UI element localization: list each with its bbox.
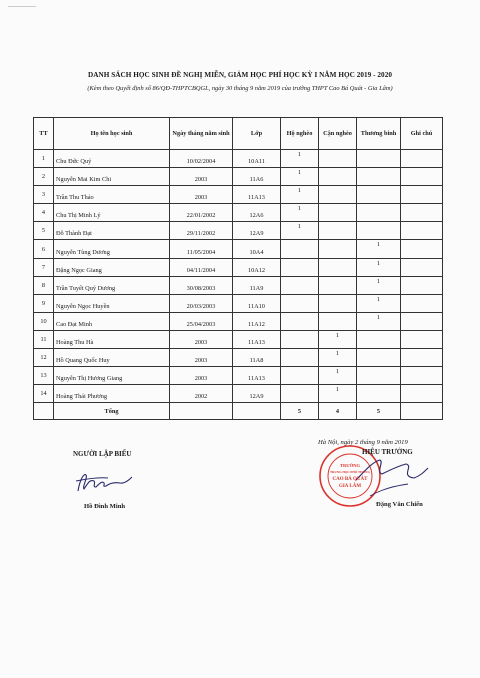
total-cell-tt: [34, 403, 54, 420]
row-tt: 9: [34, 294, 54, 312]
row-note: [401, 330, 443, 348]
row-student-name: Nguyễn Mai Kim Chi: [54, 168, 170, 186]
row-near-poor: [319, 150, 357, 168]
row-poor: 1: [281, 150, 319, 168]
row-tt: 1: [34, 150, 54, 168]
row-near-poor: 1: [319, 367, 357, 385]
row-class: 12A9: [233, 385, 281, 403]
row-class: 11A13: [233, 330, 281, 348]
row-note: [401, 204, 443, 222]
row-student-name: Hoàng Thái Phương: [54, 385, 170, 403]
row-poor: [281, 312, 319, 330]
row-class: 11A8: [233, 349, 281, 367]
row-near-poor: [319, 240, 357, 258]
row-near-poor: [319, 168, 357, 186]
row-near-poor: [319, 258, 357, 276]
row-note: [401, 349, 443, 367]
row-class: 10A12: [233, 258, 281, 276]
principal-title: HIỆU TRƯỞNG: [362, 448, 413, 456]
seal-line-4: GIA LÂM: [338, 484, 362, 489]
total-label: Tổng: [54, 403, 170, 420]
header-name: Họ tên học sinh: [54, 118, 170, 150]
table-row: [34, 349, 443, 367]
document-subtitle: (Kèm theo Quyết định số 86/QĐ-THPTCBQGL, ngày 30 tháng 9 năm 2019 của trường THPT Cao Bá Quát - Gia Lâm): [87, 85, 393, 92]
row-class: 11A10: [233, 294, 281, 312]
table-row: [34, 204, 443, 222]
row-dob: 2003: [170, 330, 233, 348]
header-war-invalid: Thương binh: [357, 118, 401, 150]
row-class: 11A13: [233, 367, 281, 385]
row-poor: 1: [281, 186, 319, 204]
row-student-name: Trần Tuyết Quý Dương: [54, 276, 170, 294]
row-dob: 2003: [170, 367, 233, 385]
row-student-name: Hoàng Thu Hà: [54, 330, 170, 348]
row-note: [401, 240, 443, 258]
row-poor: [281, 240, 319, 258]
row-student-name: Cao Đạt Minh: [54, 312, 170, 330]
header-tt: TT: [34, 118, 54, 150]
row-near-poor: 1: [319, 385, 357, 403]
row-poor: [281, 330, 319, 348]
row-class: 12A6: [233, 204, 281, 222]
row-war-invalid: [357, 385, 401, 403]
row-student-name: Chu Thị Minh Lý: [54, 204, 170, 222]
seal-line-1: TRƯỜNG: [339, 463, 361, 468]
row-class: 11A12: [233, 312, 281, 330]
principal-name: Đặng Văn Chiến: [376, 501, 423, 508]
row-poor: 1: [281, 168, 319, 186]
preparer-name: Hồ Đình Minh: [84, 503, 126, 510]
row-student-name: Nguyễn Thị Hương Giang: [54, 367, 170, 385]
row-war-invalid: [357, 349, 401, 367]
row-note: [401, 294, 443, 312]
header-near-poor: Cận nghèo: [319, 118, 357, 150]
row-war-invalid: 1: [357, 312, 401, 330]
total-near-poor: 4: [319, 403, 357, 420]
row-poor: [281, 385, 319, 403]
place-date: Hà Nội, ngày 2 tháng 9 năm 2019: [318, 439, 408, 446]
seal-line-3: CAO BÁ QUÁT: [332, 477, 368, 482]
row-class: 11A6: [233, 168, 281, 186]
row-note: [401, 312, 443, 330]
table-row: [34, 330, 443, 348]
row-near-poor: [319, 186, 357, 204]
row-dob: 29/11/2002: [170, 222, 233, 240]
row-near-poor: [319, 204, 357, 222]
row-tt: 7: [34, 258, 54, 276]
total-poor: 5: [281, 403, 319, 420]
table-row: [34, 222, 443, 240]
row-war-invalid: 1: [357, 294, 401, 312]
row-near-poor: 1: [319, 349, 357, 367]
row-student-name: Chu Đức Quý: [54, 150, 170, 168]
row-dob: 11/05/2004: [170, 240, 233, 258]
table-row: [34, 385, 443, 403]
row-dob: 2003: [170, 168, 233, 186]
scan-mark: [8, 6, 36, 7]
row-dob: 2002: [170, 385, 233, 403]
table-row: [34, 312, 443, 330]
row-class: 10A11: [233, 150, 281, 168]
row-near-poor: [319, 294, 357, 312]
seal-line-2: TRUNG HỌC PHỔ THÔNG: [330, 470, 370, 474]
row-note: [401, 258, 443, 276]
table-row: [34, 150, 443, 168]
table-row: [34, 186, 443, 204]
row-dob: 04/11/2004: [170, 258, 233, 276]
row-dob: 22/01/2002: [170, 204, 233, 222]
row-class: 11A13: [233, 186, 281, 204]
row-tt: 3: [34, 186, 54, 204]
row-note: [401, 168, 443, 186]
row-tt: 6: [34, 240, 54, 258]
table-row: [34, 258, 443, 276]
preparer-title: NGƯỜI LẬP BIỂU: [73, 450, 132, 458]
row-tt: 11: [34, 330, 54, 348]
row-war-invalid: 1: [357, 276, 401, 294]
row-note: [401, 385, 443, 403]
row-student-name: Nguyễn Ngọc Huyền: [54, 294, 170, 312]
row-student-name: Trần Thu Thảo: [54, 186, 170, 204]
row-poor: [281, 294, 319, 312]
student-table: [33, 117, 443, 420]
row-note: [401, 276, 443, 294]
row-tt: 10: [34, 312, 54, 330]
row-dob: 20/03/2003: [170, 294, 233, 312]
row-note: [401, 150, 443, 168]
header-dob: Ngày tháng năm sinh: [170, 118, 233, 150]
row-dob: 2003: [170, 349, 233, 367]
row-note: [401, 367, 443, 385]
row-tt: 12: [34, 349, 54, 367]
row-dob: 30/08/2003: [170, 276, 233, 294]
row-war-invalid: 1: [357, 240, 401, 258]
row-poor: [281, 367, 319, 385]
row-tt: 14: [34, 385, 54, 403]
total-war-invalid: 5: [357, 403, 401, 420]
table-row: [34, 367, 443, 385]
header-note: Ghi chú: [401, 118, 443, 150]
row-near-poor: 1: [319, 330, 357, 348]
total-note: [401, 403, 443, 420]
table-row: [34, 294, 443, 312]
row-dob: 25/04/2003: [170, 312, 233, 330]
row-class: 12A9: [233, 222, 281, 240]
row-near-poor: [319, 312, 357, 330]
row-dob: 2003: [170, 186, 233, 204]
row-class: 11A9: [233, 276, 281, 294]
row-near-poor: [319, 222, 357, 240]
row-war-invalid: [357, 330, 401, 348]
header-class: Lớp: [233, 118, 281, 150]
row-poor: [281, 349, 319, 367]
row-poor: [281, 258, 319, 276]
row-tt: 5: [34, 222, 54, 240]
total-cell-class: [233, 403, 281, 420]
row-near-poor: [319, 276, 357, 294]
row-dob: 10/02/2004: [170, 150, 233, 168]
row-student-name: Hồ Quang Quốc Huy: [54, 349, 170, 367]
row-tt: 2: [34, 168, 54, 186]
document-title: DANH SÁCH HỌC SINH ĐỀ NGHỊ MIỄN, GIẢM HỌC PHÍ HỌC KỲ I NĂM HỌC 2019 - 2020: [88, 71, 392, 79]
row-war-invalid: 1: [357, 258, 401, 276]
row-war-invalid: [357, 186, 401, 204]
row-note: [401, 186, 443, 204]
row-class: 10A4: [233, 240, 281, 258]
header-poor: Hộ nghèo: [281, 118, 319, 150]
row-poor: [281, 276, 319, 294]
row-student-name: Đặng Ngọc Giang: [54, 258, 170, 276]
row-war-invalid: [357, 222, 401, 240]
table-header-row: [34, 118, 443, 150]
row-war-invalid: [357, 150, 401, 168]
total-cell-dob: [170, 403, 233, 420]
row-war-invalid: [357, 168, 401, 186]
row-note: [401, 222, 443, 240]
row-war-invalid: [357, 204, 401, 222]
row-poor: 1: [281, 204, 319, 222]
row-tt: 8: [34, 276, 54, 294]
row-tt: 13: [34, 367, 54, 385]
row-war-invalid: [357, 367, 401, 385]
total-row: [34, 403, 443, 420]
row-student-name: Đỗ Thành Đạt: [54, 222, 170, 240]
preparer-signature: [72, 465, 134, 501]
row-tt: 4: [34, 204, 54, 222]
row-poor: 1: [281, 222, 319, 240]
row-student-name: Nguyễn Tùng Dương: [54, 240, 170, 258]
table-row: [34, 240, 443, 258]
table-row: [34, 276, 443, 294]
table-row: [34, 168, 443, 186]
